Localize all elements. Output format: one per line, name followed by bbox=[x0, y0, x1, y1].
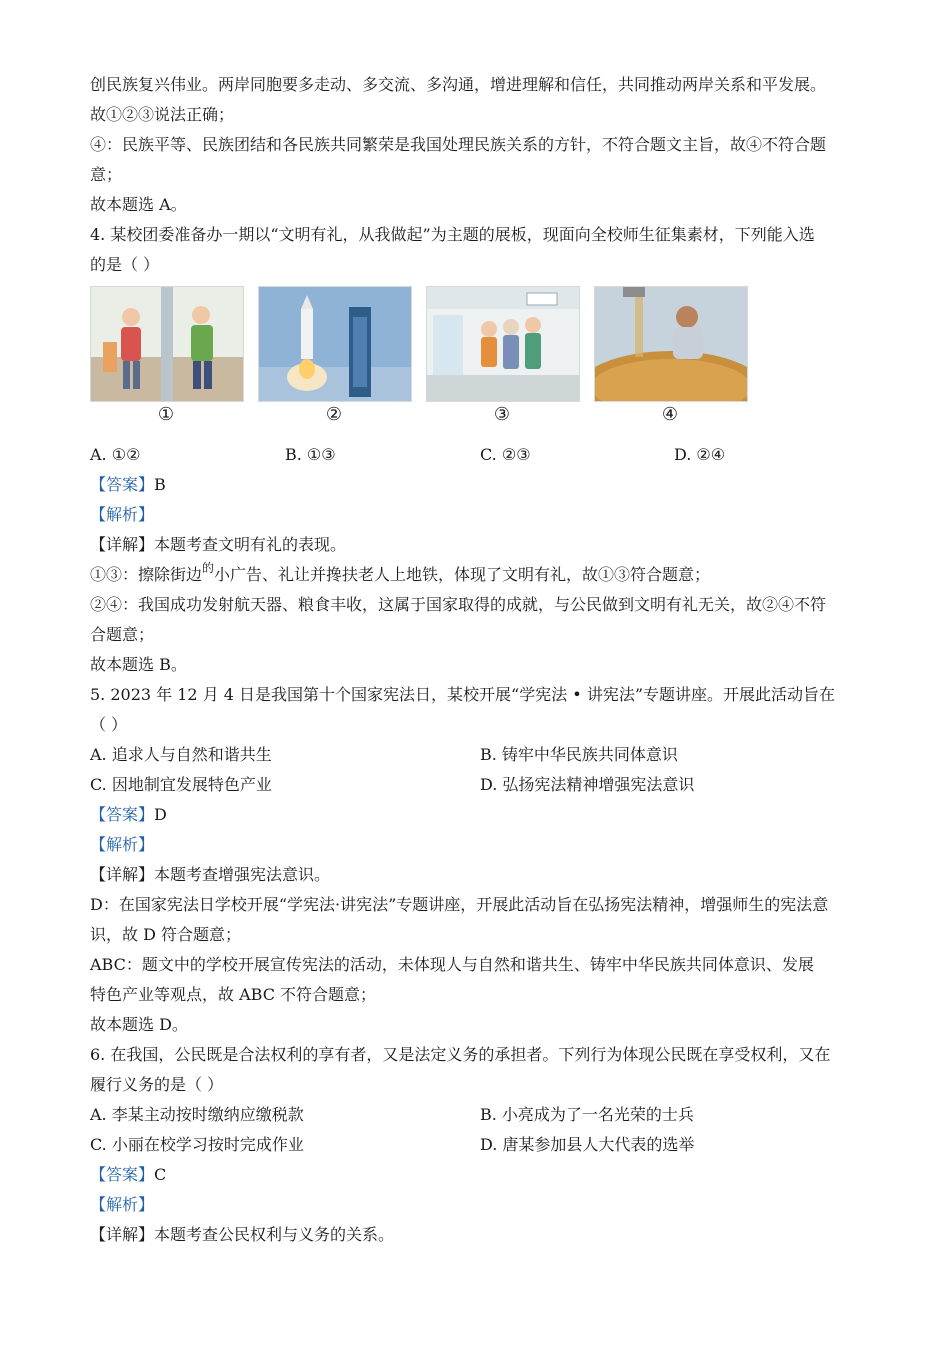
detail-text: 小广告、礼让并搀扶老人上地铁，体现了文明有礼，故①③符合题意； bbox=[214, 565, 711, 584]
detail-line bbox=[90, 1220, 870, 1250]
figure-4 bbox=[594, 286, 748, 425]
detail-text: 本题考查增强宪法意识。 bbox=[154, 865, 331, 884]
farmer-grain-harvest-photo-icon bbox=[594, 286, 748, 402]
analysis-line bbox=[90, 830, 870, 860]
answer-tag: 【答案】 bbox=[90, 475, 155, 494]
answer-line bbox=[90, 470, 870, 500]
subway-helping-elderly-illustration-icon bbox=[426, 286, 580, 402]
rocket-launch-photo-icon bbox=[258, 286, 412, 402]
detail-tag: 【详解】 bbox=[90, 535, 155, 554]
text-line: 故本题选 A。 bbox=[90, 195, 187, 214]
question-5-options-row-2 bbox=[90, 770, 870, 800]
answer-value: D bbox=[154, 805, 167, 824]
question-6-stem-cont: 履行义务的是（ ） bbox=[90, 1075, 224, 1094]
analysis-line bbox=[90, 500, 870, 530]
detail-text: ①③：擦除街边 bbox=[90, 565, 203, 584]
figure-1 bbox=[90, 286, 244, 425]
answer-line bbox=[90, 800, 870, 830]
question-4-options bbox=[90, 440, 870, 470]
answer-tag: 【答案】 bbox=[90, 805, 155, 824]
question-4-stem-cont: 的是（ ） bbox=[90, 255, 160, 274]
detail-line: ②④：我国成功发射航天器、粮食丰收，这属于国家取得的成就，与公民做到文明有礼无关，故②④不符 bbox=[90, 595, 827, 614]
option-a[interactable]: A. ①② bbox=[90, 445, 141, 464]
option-d[interactable]: D. 唐某参加县人大代表的选举 bbox=[480, 1135, 695, 1154]
detail-text-sup: 的 bbox=[202, 561, 215, 575]
detail-line bbox=[90, 860, 870, 890]
question-4-stem: 4. 某校团委准备办一期以“文明有礼，从我做起”为主题的展板，现面向全校师生征集素材，下列能入选 bbox=[90, 225, 815, 244]
option-b[interactable]: B. 铸牢中华民族共同体意识 bbox=[480, 745, 678, 764]
detail-tag: 【详解】 bbox=[90, 865, 155, 884]
option-c[interactable]: C. 因地制宜发展特色产业 bbox=[90, 775, 272, 794]
analysis-tag: 【解析】 bbox=[90, 505, 155, 524]
detail-line: D：在国家宪法日学校开展“学宪法·讲宪法”专题讲座，开展此活动旨在弘扬宪法精神，增强师生的宪法意 bbox=[90, 895, 829, 914]
detail-line: 故本题选 D。 bbox=[90, 1015, 188, 1034]
option-c[interactable]: C. 小丽在校学习按时完成作业 bbox=[90, 1135, 304, 1154]
detail-text: 本题考查公民权利与义务的关系。 bbox=[154, 1225, 395, 1244]
figure-3 bbox=[426, 286, 580, 425]
document-content bbox=[90, 70, 870, 1250]
question-6-options-row-2 bbox=[90, 1130, 870, 1160]
detail-line: ABC：题文中的学校开展宣传宪法的活动，未体现人与自然和谐共生、铸牢中华民族共同体意识、发展 bbox=[90, 955, 814, 974]
detail-line bbox=[90, 530, 870, 560]
answer-line bbox=[90, 1160, 870, 1190]
people-cleaning-pole-illustration-icon bbox=[90, 286, 244, 402]
answer-value: B bbox=[154, 475, 166, 494]
text-line: 故①②③说法正确； bbox=[90, 105, 235, 124]
figure-number: ① bbox=[157, 404, 175, 425]
question-4-figures bbox=[90, 286, 870, 436]
detail-line: 合题意； bbox=[90, 625, 155, 644]
question-6-stem: 6. 在我国，公民既是合法权利的享有者，又是法定义务的承担者。下列行为体现公民既在享受权利，又在 bbox=[90, 1045, 831, 1064]
text-line: ④：民族平等、民族团结和各民族共同繁荣是我国处理民族关系的方针，不符合题文主旨，故④不符合题 bbox=[90, 135, 827, 154]
figure-number: ② bbox=[325, 404, 343, 425]
option-a[interactable]: A. 追求人与自然和谐共生 bbox=[90, 745, 272, 764]
figure-2 bbox=[258, 286, 412, 425]
question-5-stem: 5. 2023 年 12 月 4 日是我国第十个国家宪法日，某校开展“学宪法 • 讲宪法”专题讲座。开展此活动旨在 bbox=[90, 685, 836, 704]
analysis-tag: 【解析】 bbox=[90, 1195, 155, 1214]
option-d[interactable]: D. 弘扬宪法精神增强宪法意识 bbox=[480, 775, 695, 794]
question-5-options-row-1 bbox=[90, 740, 870, 770]
detail-line: 特色产业等观点，故 ABC 不符合题意； bbox=[90, 985, 377, 1004]
option-d[interactable]: D. ②④ bbox=[674, 445, 726, 464]
detail-line: 故本题选 B。 bbox=[90, 655, 187, 674]
answer-value: C bbox=[154, 1165, 167, 1184]
detail-text: 本题考查文明有礼的表现。 bbox=[154, 535, 347, 554]
question-6-options-row-1 bbox=[90, 1100, 870, 1130]
text-line: 创民族复兴伟业。两岸同胞要多走动、多交流、多沟通，增进理解和信任，共同推动两岸关系和平发展。 bbox=[90, 75, 827, 94]
option-b[interactable]: B. ①③ bbox=[285, 445, 336, 464]
analysis-tag: 【解析】 bbox=[90, 835, 155, 854]
answer-tag: 【答案】 bbox=[90, 1165, 155, 1184]
detail-line bbox=[90, 560, 870, 590]
figure-number: ③ bbox=[493, 404, 511, 425]
detail-tag: 【详解】 bbox=[90, 1225, 155, 1244]
option-a[interactable]: A. 李某主动按时缴纳应缴税款 bbox=[90, 1105, 304, 1124]
option-c[interactable]: C. ②③ bbox=[480, 445, 531, 464]
question-5-stem-cont: （ ） bbox=[90, 715, 128, 734]
detail-line: 识，故 D 符合题意； bbox=[90, 925, 242, 944]
text-line: 意； bbox=[90, 165, 123, 184]
analysis-line bbox=[90, 1190, 870, 1220]
figure-number: ④ bbox=[661, 404, 679, 425]
option-b[interactable]: B. 小亮成为了一名光荣的士兵 bbox=[480, 1105, 694, 1124]
